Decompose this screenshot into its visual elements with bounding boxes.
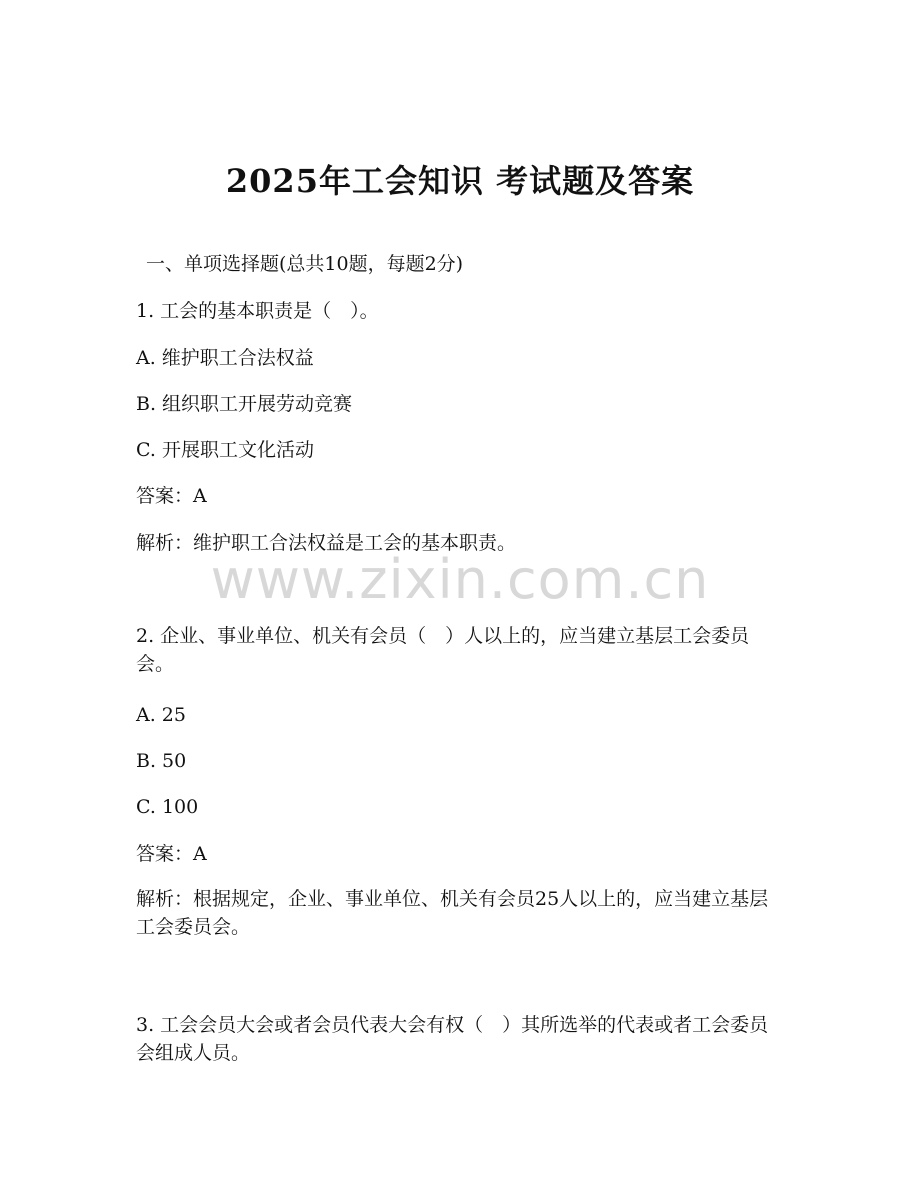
section-heading: 一、单项选择题(总共10题，每题2分) xyxy=(146,253,464,275)
question-1-answer: 答案：A xyxy=(136,485,207,507)
document-title: 2025年工会知识 考试题及答案 xyxy=(225,162,695,200)
question-2-stem: 2. 企业、事业单位、机关有会员（ ）人以上的，应当建立基层工会委员会。 xyxy=(136,625,750,675)
question-1-option-b: B. 组织职工开展劳动竞赛 xyxy=(136,393,353,415)
question-2-option-a: A. 25 xyxy=(136,704,186,726)
question-3-stem: 3. 工会会员大会或者会员代表大会有权（ ）其所选举的代表或者工会委员会组成人员。 xyxy=(136,1014,769,1064)
question-2-analysis: 解析：根据规定，企业、事业单位、机关有会员25人以上的，应当建立基层工会委员会。 xyxy=(136,888,769,938)
question-2-option-b: B. 50 xyxy=(136,750,187,772)
question-2-option-c: C. 100 xyxy=(136,796,199,818)
question-1-stem: 1. 工会的基本职责是（ ）。 xyxy=(136,300,379,322)
watermark: www.zixin.com.cn xyxy=(210,548,710,611)
question-1-option-a: A. 维护职工合法权益 xyxy=(136,347,314,369)
question-1-option-c: C. 开展职工文化活动 xyxy=(136,439,314,461)
question-2-answer: 答案：A xyxy=(136,843,207,865)
question-1-analysis: 解析：维护职工合法权益是工会的基本职责。 xyxy=(136,532,517,554)
